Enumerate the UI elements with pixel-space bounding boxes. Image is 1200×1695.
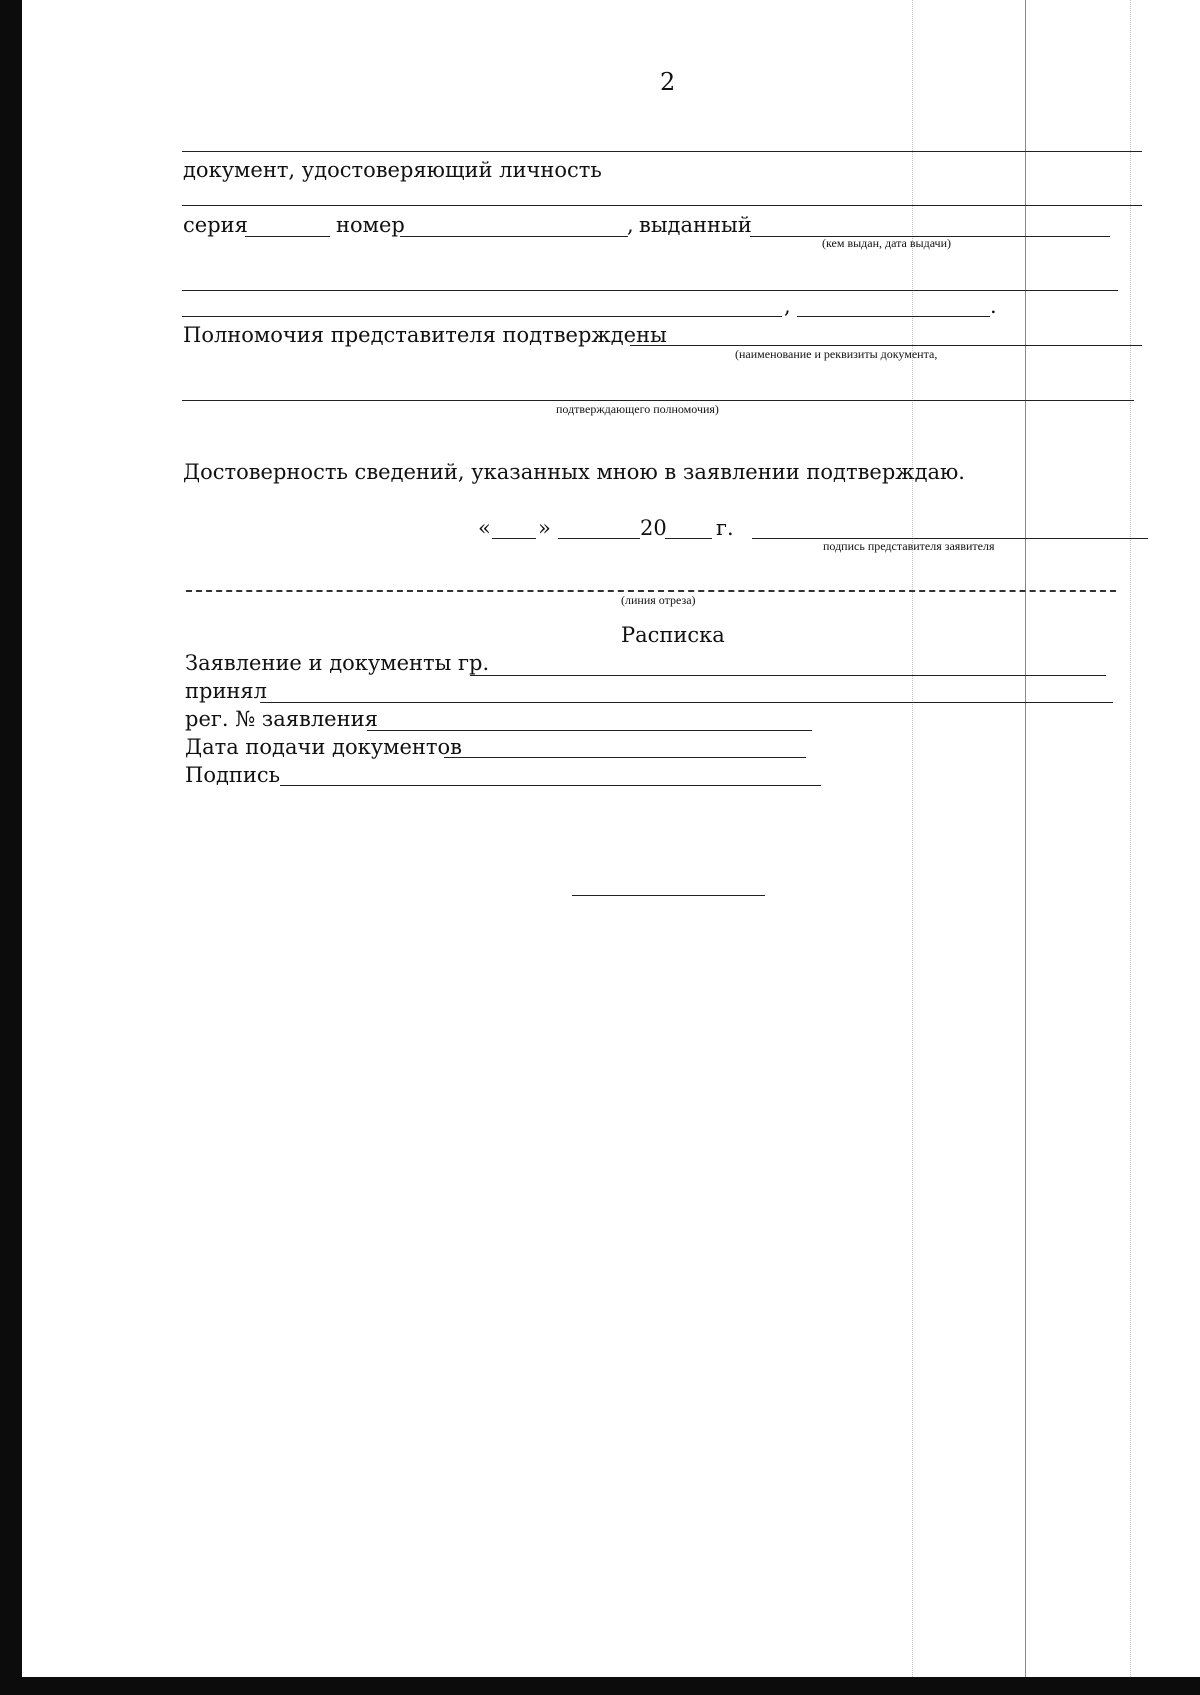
receipt-title: Расписка [621,623,725,647]
blank-line [182,205,1142,206]
issued-by-continuation-field[interactable] [182,316,782,317]
receipt-submission-date-field[interactable] [444,757,806,758]
receipt-signature-field[interactable] [280,785,821,786]
issued-label: выданный [639,213,752,237]
series-field[interactable] [245,236,330,237]
issued-by-comma: , [784,294,791,318]
year-field[interactable] [665,538,712,539]
cut-line [186,590,1116,592]
year-suffix: г. [716,516,734,540]
identity-document-heading: документ, удостоверяющий личность [183,158,602,182]
number-label: номер [336,213,405,237]
receipt-reg-number-label: рег. № заявления [185,707,378,731]
number-field[interactable] [400,236,628,237]
receipt-reg-number-field[interactable] [367,730,812,731]
authority-document-continuation-field[interactable] [182,400,1134,401]
scan-artifact-line [1130,0,1131,1677]
issued-by-continuation-field[interactable] [182,290,1118,291]
page-number: 2 [660,68,676,96]
blank-line [182,151,1142,152]
authority-label: Полномочия представителя подтверждены [183,323,667,347]
date-quote-open: « [478,516,491,540]
authority-document-hint-continuation: подтверждающего полномочия) [556,402,719,416]
authority-document-field[interactable] [630,345,1142,346]
month-field[interactable] [558,538,640,539]
certification-statement: Достоверность сведений, указанных мною в заявлении подтверждаю. [183,460,965,484]
representative-signature-hint: подпись представителя заявителя [823,539,995,553]
receipt-received-label: принял [185,679,268,703]
scan-artifact-line [1025,0,1026,1677]
issued-comma: , [627,213,634,237]
issued-by-period: . [990,294,997,318]
receipt-submission-date-label: Дата подачи документов [185,735,462,759]
day-field[interactable] [492,538,536,539]
scan-bottom-border [0,1677,1200,1695]
scan-left-border [0,0,22,1695]
receipt-signature-label: Подпись [185,763,281,787]
scan-artifact-line [912,0,913,1677]
cut-line-label: (линия отреза) [618,594,699,606]
year-prefix: 20 [640,516,667,540]
receipt-received-field[interactable] [260,702,1113,703]
issue-date-field[interactable] [797,316,990,317]
date-quote-close: » [538,516,551,540]
issued-by-hint: (кем выдан, дата выдачи) [822,236,951,250]
closing-separator [572,895,765,896]
receipt-applicant-field[interactable] [470,675,1106,676]
series-label: серия [183,213,248,237]
receipt-applicant-label: Заявление и документы гр. [185,651,490,675]
authority-document-hint: (наименование и реквизиты документа, [735,347,938,361]
